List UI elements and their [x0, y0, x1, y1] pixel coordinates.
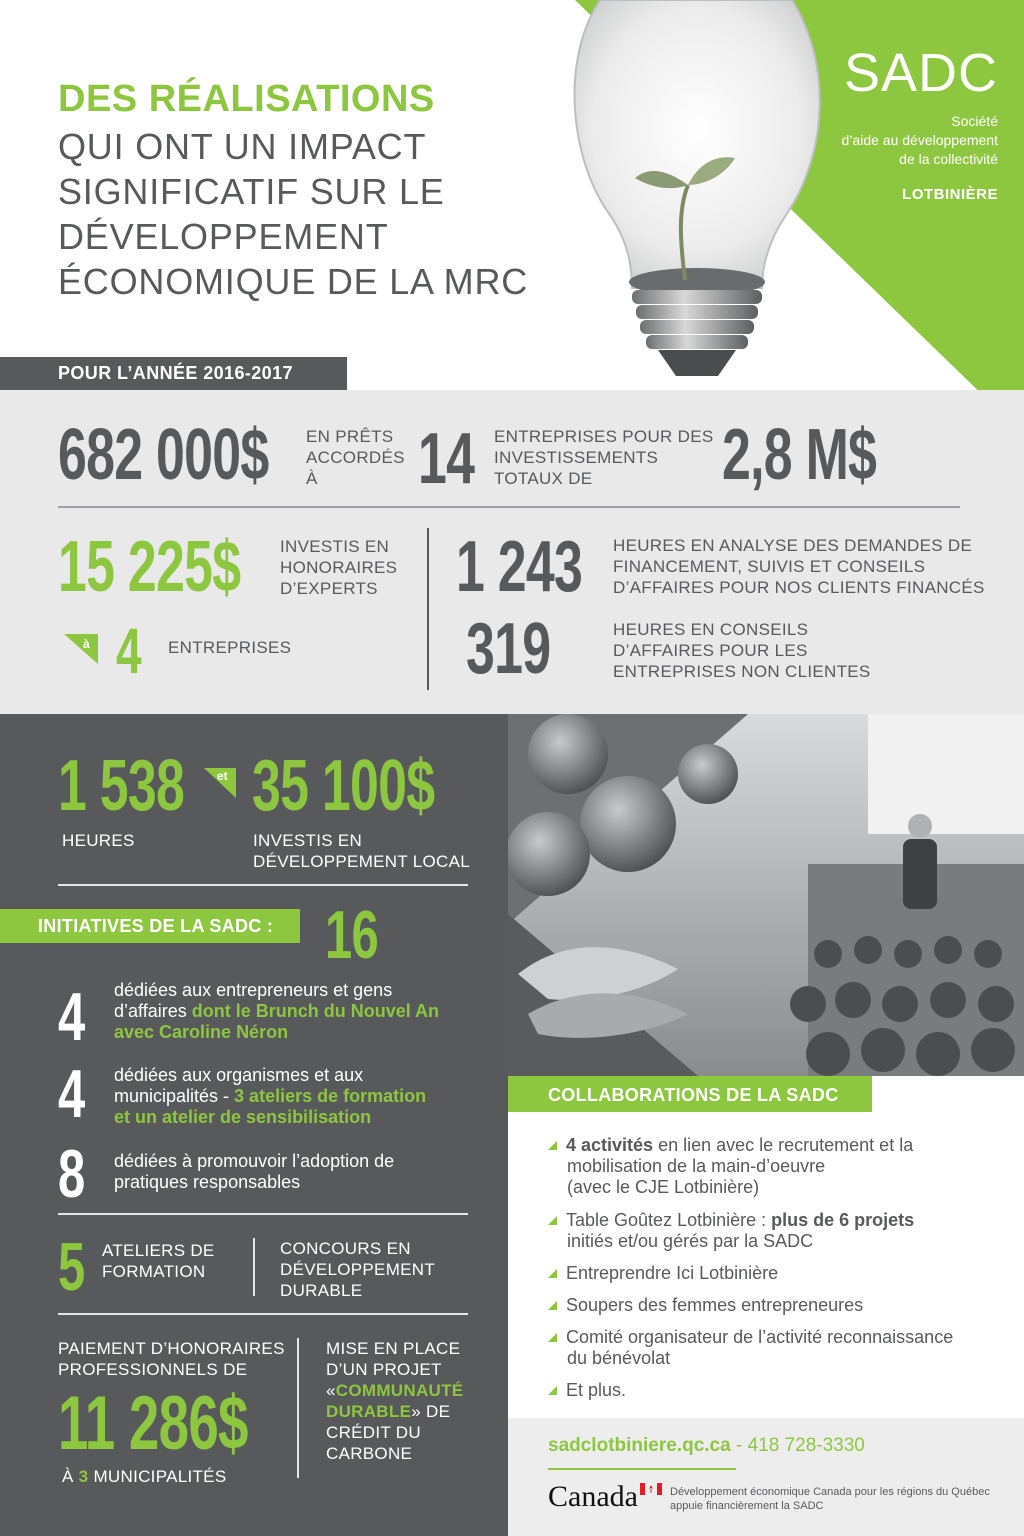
canada-flag-icon	[640, 1482, 662, 1494]
contest-label-line: DÉVELOPPEMENT	[280, 1260, 436, 1279]
brand-subtitle-line: de la collectivité	[899, 151, 998, 167]
initiative-line: pratiques responsables	[114, 1172, 301, 1192]
project-line	[326, 1401, 463, 1422]
experts-label-line: INVESTIS EN	[280, 537, 390, 556]
bullet-triangle-icon	[548, 1269, 557, 1278]
brand-subtitle-line: Société	[951, 113, 998, 129]
initiative-line	[114, 1022, 439, 1043]
collaboration-text: Table Goûtez Lotbinière :	[566, 1210, 772, 1230]
companies-label-line: INVESTISSEMENTS	[494, 448, 659, 467]
local-amount-label	[253, 830, 470, 872]
project-line: MISE EN PLACE	[326, 1339, 461, 1358]
fees-label-line: PROFESSIONNELS DE	[58, 1360, 248, 1379]
experts-prefix: à	[83, 637, 90, 651]
collaboration-item	[548, 1380, 988, 1401]
bullet-triangle-icon	[548, 1216, 557, 1225]
divider	[58, 1213, 468, 1215]
divider-vertical	[297, 1338, 299, 1478]
contest-label	[280, 1238, 435, 1301]
collaboration-text: Entreprendre Ici Lotbinière	[566, 1263, 779, 1283]
companies-count: 14	[418, 419, 475, 499]
experts-companies-label: ENTREPRISES	[168, 638, 292, 657]
phone-number: 418 728-3330	[747, 1435, 865, 1456]
collaboration-item	[548, 1263, 988, 1284]
funding-line: Développement économique Canada pour les régions du Québec	[670, 1486, 990, 1498]
canada-wordmark	[548, 1480, 638, 1514]
collaboration-bold: 4 activités	[566, 1135, 654, 1155]
collaboration-line	[548, 1135, 988, 1156]
collaboration-text: Soupers des femmes entrepreneures	[566, 1295, 864, 1315]
initiatives-label: INITIATIVES DE LA SADC :	[38, 916, 274, 936]
initiative-count: 8	[58, 1136, 85, 1212]
initiative-plain: d’affaires	[114, 1001, 192, 1021]
loans-label	[306, 426, 405, 489]
advice-label-line: HEURES EN CONSEILS	[613, 620, 809, 639]
initiative-line	[114, 1107, 426, 1128]
brand-region: LOTBINIÈRE	[902, 186, 998, 203]
collaboration-item	[548, 1210, 988, 1252]
collaboration-line	[548, 1263, 988, 1284]
bullet-triangle-icon	[548, 1333, 557, 1342]
initiative-plain: municipalités -	[114, 1086, 235, 1106]
divider	[58, 884, 468, 886]
brand-subtitle-line: d’aide au développement	[841, 132, 998, 148]
workshops-label	[102, 1240, 215, 1282]
fees-label	[58, 1338, 285, 1380]
collaboration-text: en lien avec le recrutement et la	[653, 1135, 914, 1155]
contest-label-line: CONCOURS EN	[280, 1239, 411, 1258]
local-hours: 1 538	[58, 746, 185, 826]
collaboration-line: (avec le CJE Lotbinière)	[567, 1177, 760, 1197]
collaboration-item	[548, 1135, 988, 1198]
collaboration-line	[548, 1210, 988, 1231]
collaboration-bold: plus de 6 projets	[771, 1210, 915, 1230]
connector-triangle-icon	[204, 768, 238, 800]
meeting-handshake-photo	[508, 714, 1024, 1076]
initiative-count: 4	[58, 1056, 85, 1132]
brand-subtitle	[842, 112, 998, 169]
project-highlight: COMMUNAUTÉ	[335, 1381, 464, 1400]
collaboration-item	[548, 1327, 988, 1369]
project-open-quote: «	[326, 1381, 336, 1400]
local-amount-label-line: INVESTIS EN	[253, 831, 363, 850]
lightbulb-sprout-image	[540, 0, 860, 395]
experts-label	[280, 536, 397, 599]
title-line-1: QUI ONT UN IMPACT	[58, 126, 427, 167]
workshops-label-line: ATELIERS DE	[102, 1241, 215, 1260]
local-amount: 35 100$	[252, 746, 435, 826]
project-text	[326, 1338, 463, 1464]
initiative-highlight: et un atelier de sensibilisation	[114, 1107, 372, 1127]
collaboration-line: du bénévolat	[567, 1348, 671, 1368]
analysis-label-line: HEURES EN ANALYSE DES DEMANDES DE	[613, 536, 973, 555]
collaboration-line: initiés et/ou gérés par la SADC	[567, 1231, 814, 1251]
collaborations-label: COLLABORATIONS DE LA SADC	[548, 1085, 839, 1105]
companies-label-line: TOTAUX DE	[494, 469, 593, 488]
funding-line: appuie financièrement la SADC	[670, 1500, 824, 1512]
collaboration-line	[548, 1380, 988, 1401]
year-label: POUR L’ANNÉE 2016-2017	[58, 363, 293, 383]
project-highlight: DURABLE	[326, 1402, 412, 1421]
initiative-line: dédiées aux entrepreneurs et gens	[114, 980, 393, 1000]
companies-label-line: ENTREPRISES POUR DES	[494, 427, 714, 446]
project-line: D’UN PROJET	[326, 1360, 442, 1379]
website-link[interactable]: sadclotbiniere.qc.ca	[548, 1435, 731, 1456]
contest-label-line: DURABLE	[280, 1281, 363, 1300]
initiative-line: dédiées à promouvoir l’adoption de	[114, 1151, 395, 1171]
analysis-label-line: D’AFFAIRES POUR NOS CLIENTS FINANCÉS	[613, 578, 985, 597]
loans-label-line: À	[306, 469, 318, 488]
experts-companies-count: 4	[116, 615, 141, 687]
companies-label	[494, 426, 714, 489]
initiative-line	[114, 1001, 439, 1022]
collaboration-text: Comité organisateur de l’activité reconnaissance	[566, 1327, 954, 1347]
collaboration-line	[548, 1327, 988, 1348]
fees-municipalities	[62, 1466, 226, 1487]
collaboration-item	[548, 1295, 988, 1316]
total-investment: 2,8 M$	[722, 415, 877, 495]
title-line-3: DÉVELOPPEMENT	[58, 216, 389, 257]
divider	[58, 506, 960, 508]
advice-label-line: D’AFFAIRES POUR LES	[613, 641, 808, 660]
loans-label-line: ACCORDÉS	[306, 448, 405, 467]
title-strong: DES RÉALISATIONS	[58, 78, 435, 120]
divider-vertical	[427, 528, 429, 690]
analysis-hours: 1 243	[456, 527, 583, 607]
fees-amount: 11 286$	[58, 1381, 248, 1466]
local-hours-label: HEURES	[62, 831, 135, 850]
divider	[58, 1313, 468, 1315]
title-line-2: SIGNIFICATIF SUR LE	[58, 171, 445, 212]
workshops-count: 5	[58, 1229, 85, 1305]
footer-rule	[548, 1468, 736, 1470]
advice-label	[613, 619, 871, 682]
initiative-highlight: avec Caroline Néron	[114, 1022, 289, 1042]
initiative-line	[114, 1086, 426, 1107]
arrow-triangle-icon	[64, 634, 100, 666]
fees-muni-suffix: MUNICIPALITÉS	[88, 1467, 227, 1486]
initiative-line: dédiées aux organismes et aux	[114, 1065, 364, 1085]
experts-label-line: D’EXPERTS	[280, 579, 378, 598]
analysis-label	[613, 535, 985, 598]
collaboration-line: mobilisation de la main-d’oeuvre	[567, 1156, 826, 1176]
advice-label-line: ENTREPRISES NON CLIENTES	[613, 662, 871, 681]
initiative-highlight: dont le Brunch du Nouvel An	[191, 1001, 440, 1021]
initiative-count: 4	[58, 979, 85, 1055]
bullet-triangle-icon	[548, 1386, 557, 1395]
experts-label-line: HONORAIRES	[280, 558, 398, 577]
canada-wordmark-text: Canada	[548, 1480, 638, 1513]
loans-label-line: EN PRÊTS	[306, 427, 394, 446]
bullet-triangle-icon	[548, 1141, 557, 1150]
fees-label-line: PAIEMENT D’HONORAIRES	[58, 1339, 285, 1358]
fees-muni-count: 3	[78, 1467, 89, 1486]
project-line: CRÉDIT DU	[326, 1423, 421, 1442]
funding-text	[670, 1485, 990, 1513]
fees-muni-prefix: À	[62, 1467, 79, 1486]
project-close: » DE	[411, 1402, 451, 1421]
experts-amount: 15 225$	[58, 527, 241, 607]
initiative-text	[114, 1151, 394, 1193]
title-line-4: ÉCONOMIQUE DE LA MRC	[58, 261, 529, 302]
workshops-label-line: FORMATION	[102, 1262, 206, 1281]
analysis-label-line: FINANCEMENT, SUIVIS ET CONSEILS	[613, 557, 926, 576]
initiatives-total: 16	[325, 897, 379, 973]
local-connector: et	[217, 769, 228, 783]
project-line	[326, 1380, 463, 1401]
collaboration-text: Et plus.	[566, 1380, 627, 1400]
loans-amount: 682 000$	[58, 415, 269, 495]
local-amount-label-line: DÉVELOPPEMENT LOCAL	[253, 852, 471, 871]
brand-name: SADC	[843, 43, 998, 103]
initiative-highlight: 3 ateliers de formation	[234, 1086, 427, 1106]
divider-vertical	[253, 1238, 255, 1296]
project-line: CARBONE	[326, 1444, 413, 1463]
initiative-text	[114, 980, 439, 1043]
footer-contact	[548, 1435, 865, 1457]
advice-hours: 319	[466, 609, 551, 689]
initiative-text	[114, 1065, 426, 1128]
collaboration-line	[548, 1295, 988, 1316]
bullet-triangle-icon	[548, 1301, 557, 1310]
footer-separator: -	[730, 1435, 748, 1456]
